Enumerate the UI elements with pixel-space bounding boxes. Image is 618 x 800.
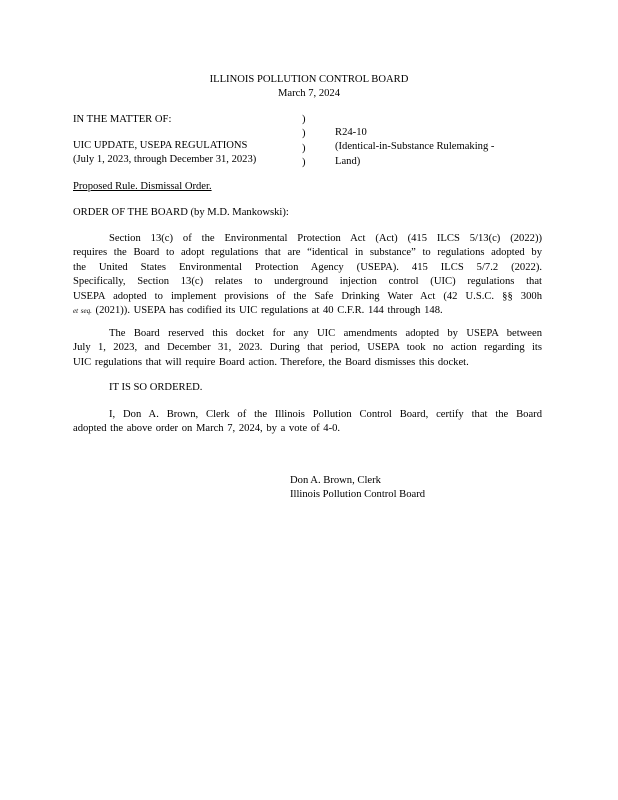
paragraph-dismissal [73,327,542,370]
et-seq-text: et seq. [73,306,92,315]
paragraph-line: July 1, 2023, and December 31, 2023. During that period, USEPA took no action regarding its [73,342,542,354]
paragraph-line: the United States Environmental Protection Agency (USEPA). 415 ILCS 5/7.2 (2022). [73,261,542,273]
certification-line: I, Don A. Brown, Clerk of the Illinois Pollution Control Board, certify that the Board [109,409,542,420]
caption-paren: ) [302,142,306,154]
paragraph-line: USEPA adopted to implement provisions of the Safe Drinking Water Act (42 U.S.C. §§ 300h [73,290,542,302]
docket-description-line: (Identical-in-Substance Rulemaking - [335,141,495,153]
caption-paren: ) [302,128,306,140]
in-the-matter-label: IN THE MATTER OF: [73,114,172,125]
so-ordered-line: IT IS SO ORDERED. [109,382,203,393]
document-date: March 7, 2024 [277,88,341,99]
caption-paren: ) [302,114,306,125]
signature-block [290,474,425,503]
certification-line: adopted the above order on March 7, 2024, by a vote of 4-0. [73,423,341,435]
board-name-heading: ILLINOIS POLLUTION CONTROL BOARD [209,74,409,85]
paragraph-statutory-basis [73,232,542,318]
paragraph-line: UIC regulations that will require Board action. Therefore, the Board dismisses this docket. [73,356,469,368]
paragraph-line-rest: (2021)). USEPA has codified its UIC regulations at 40 C.F.R. 144 through 148. [95,304,443,316]
signature-title: Illinois Pollution Control Board [290,489,426,501]
docket-number: R24-10 [335,127,367,138]
certification-paragraph [73,408,542,437]
caption-title-line: UIC UPDATE, USEPA REGULATIONS [73,140,248,151]
paragraph-line: Specifically, Section 13(c) relates to underground injection control (UIC) regulations that [73,276,542,288]
caption-paren-column [302,113,306,171]
docket-description-line: Land) [335,155,361,167]
caption-paren: ) [302,157,306,169]
signature-name: Don A. Brown, Clerk [290,475,381,486]
paragraph-line: The Board reserved this docket for any UIC amendments adopted by USEPA between [109,328,542,339]
paragraph-line: requires the Board to adopt regulations that are “identical in substance” to regulations adopted by [73,247,542,259]
caption-right-block [335,126,494,169]
caption-period-line: (July 1, 2023, through December 31, 2023) [73,154,257,166]
caption-left-block [73,139,256,168]
order-of-the-board-line: ORDER OF THE BOARD (by M.D. Mankowski): [73,207,289,218]
paragraph-line: Section 13(c) of the Environmental Protection Act (Act) (415 ILCS 5/13(c) (2022)) [109,233,542,244]
paragraph-line [73,304,542,318]
document-type: Proposed Rule. Dismissal Order. [73,181,212,192]
